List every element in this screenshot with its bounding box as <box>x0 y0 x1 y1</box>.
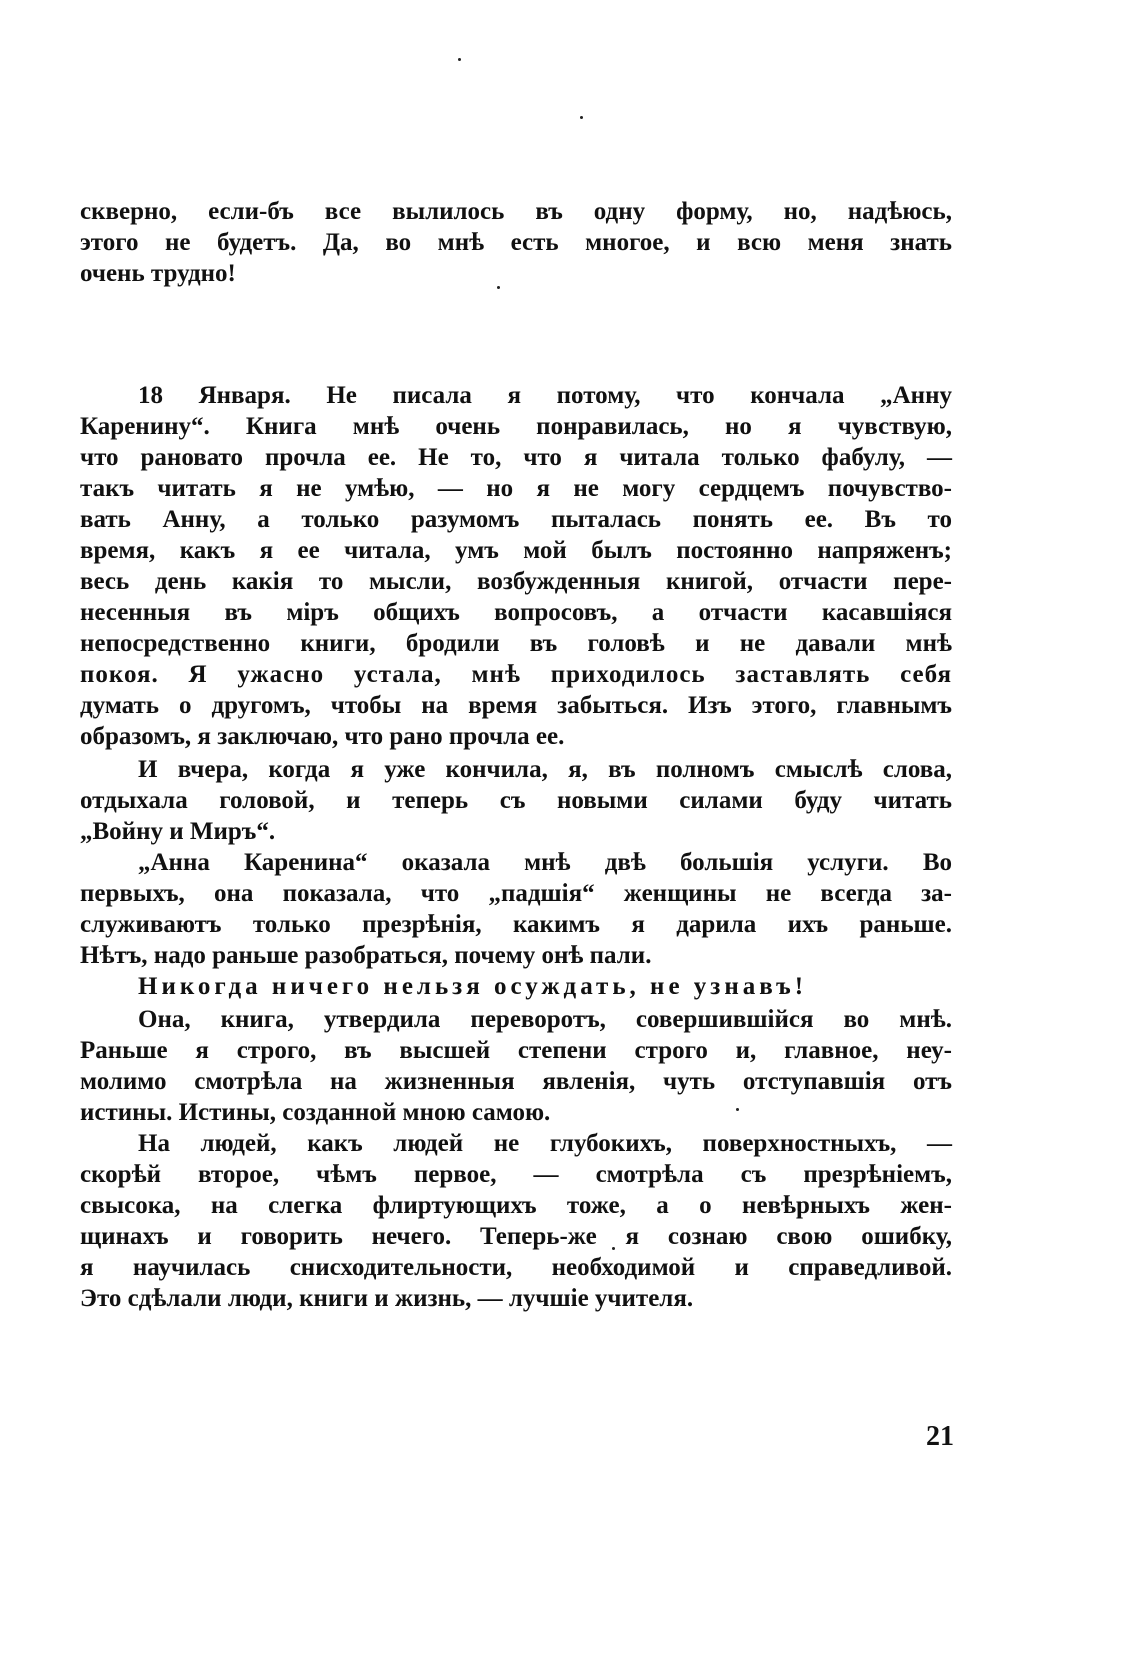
text-line: скорѣй второе, чѣмъ первое, — смотрѣла съ презрѣніемъ, <box>80 1161 952 1188</box>
text-line: скверно, если-бъ все вылилось въ одну форму, но, надѣюсь, <box>80 198 952 225</box>
text-line: покоя. Я ужасно устала, мнѣ приходилось заставлять себя <box>80 661 952 688</box>
text-line: я научилась снисходительности, необходимой и справедливой. <box>80 1254 952 1281</box>
text-line: время, какъ я ее читала, умъ мой былъ постоянно напряженъ; <box>80 537 952 564</box>
text-line: Каренину“. Книга мнѣ очень понравилась, но я чувствую, <box>80 413 952 440</box>
text-line: Это сдѣлали люди, книги и жизнь, — лучшіе учителя. <box>80 1285 694 1312</box>
scan-speck <box>580 116 583 119</box>
text-line: очень трудно! <box>80 260 236 287</box>
page-number: 21 <box>926 1421 954 1452</box>
text-line: первыхъ, она показала, что „падшія“ женщины не всегда за- <box>80 880 952 907</box>
text-line: весь день какія то мысли, возбужденныя книгой, отчасти пере- <box>80 568 952 595</box>
text-line: отдыхала головой, и теперь съ новыми силами буду читать <box>80 787 952 814</box>
text-line: „Анна Каренина“ оказала мнѣ двѣ большія услуги. Во <box>138 849 952 876</box>
text-line: „Войну и Миръ“. <box>80 818 276 845</box>
text-line: Нѣтъ, надо раньше разобраться, почему онѣ пали. <box>80 942 652 969</box>
text-line: что рановато прочла ее. Не то, что я читала только фабулу, — <box>80 444 952 471</box>
text-line: молимо смотрѣла на жизненныя явленія, чуть отступавшія отъ <box>80 1068 952 1095</box>
text-line: И вчера, когда я уже кончила, я, въ полномъ смыслѣ слова, <box>138 756 952 783</box>
text-line: образомъ, я заключаю, что рано прочла ее. <box>80 723 565 750</box>
text-line: служиваютъ только презрѣнія, какимъ я дарила ихъ раньше. <box>80 911 952 938</box>
text-line: думать о другомъ, чтобы на время забыться. Изъ этого, главнымъ <box>80 692 952 719</box>
text-line: этого не будетъ. Да, во мнѣ есть многое, и всю меня знать <box>80 229 952 256</box>
text-line: такъ читать я не умѣю, — но я не могу сердцемъ почувство- <box>80 475 952 502</box>
text-line: свысока, на слегка флиртующихъ тоже, а о невѣрныхъ жен- <box>80 1192 952 1219</box>
text-line: несенныя въ міръ общихъ вопросовъ, а отчасти касавшіяся <box>80 599 952 626</box>
scan-speck <box>458 58 461 61</box>
text-line: истины. Истины, созданной мною самою. <box>80 1099 551 1126</box>
text-line: Она, книга, утвердила переворотъ, совершившійся во мнѣ. <box>138 1006 952 1033</box>
text-line-emphasis: Никогда ничего нельзя осуждать, не узнавъ! <box>138 973 808 1000</box>
text-line: вать Анну, а только разумомъ пыталась понять ее. Въ то <box>80 506 952 533</box>
text-line: Раньше я строго, въ высшей степени строго и, главное, неу- <box>80 1037 952 1064</box>
text-line: непосредственно книги, бродили въ головѣ и не давали мнѣ <box>80 630 952 657</box>
text-line: 18 Января. Не писала я потому, что кончала „Анну <box>138 382 952 409</box>
text-line: щинахъ и говорить нечего. Теперь-же я сознаю свою ошибку, <box>80 1223 952 1250</box>
text-line: На людей, какъ людей не глубокихъ, поверхностныхъ, — <box>138 1130 952 1157</box>
